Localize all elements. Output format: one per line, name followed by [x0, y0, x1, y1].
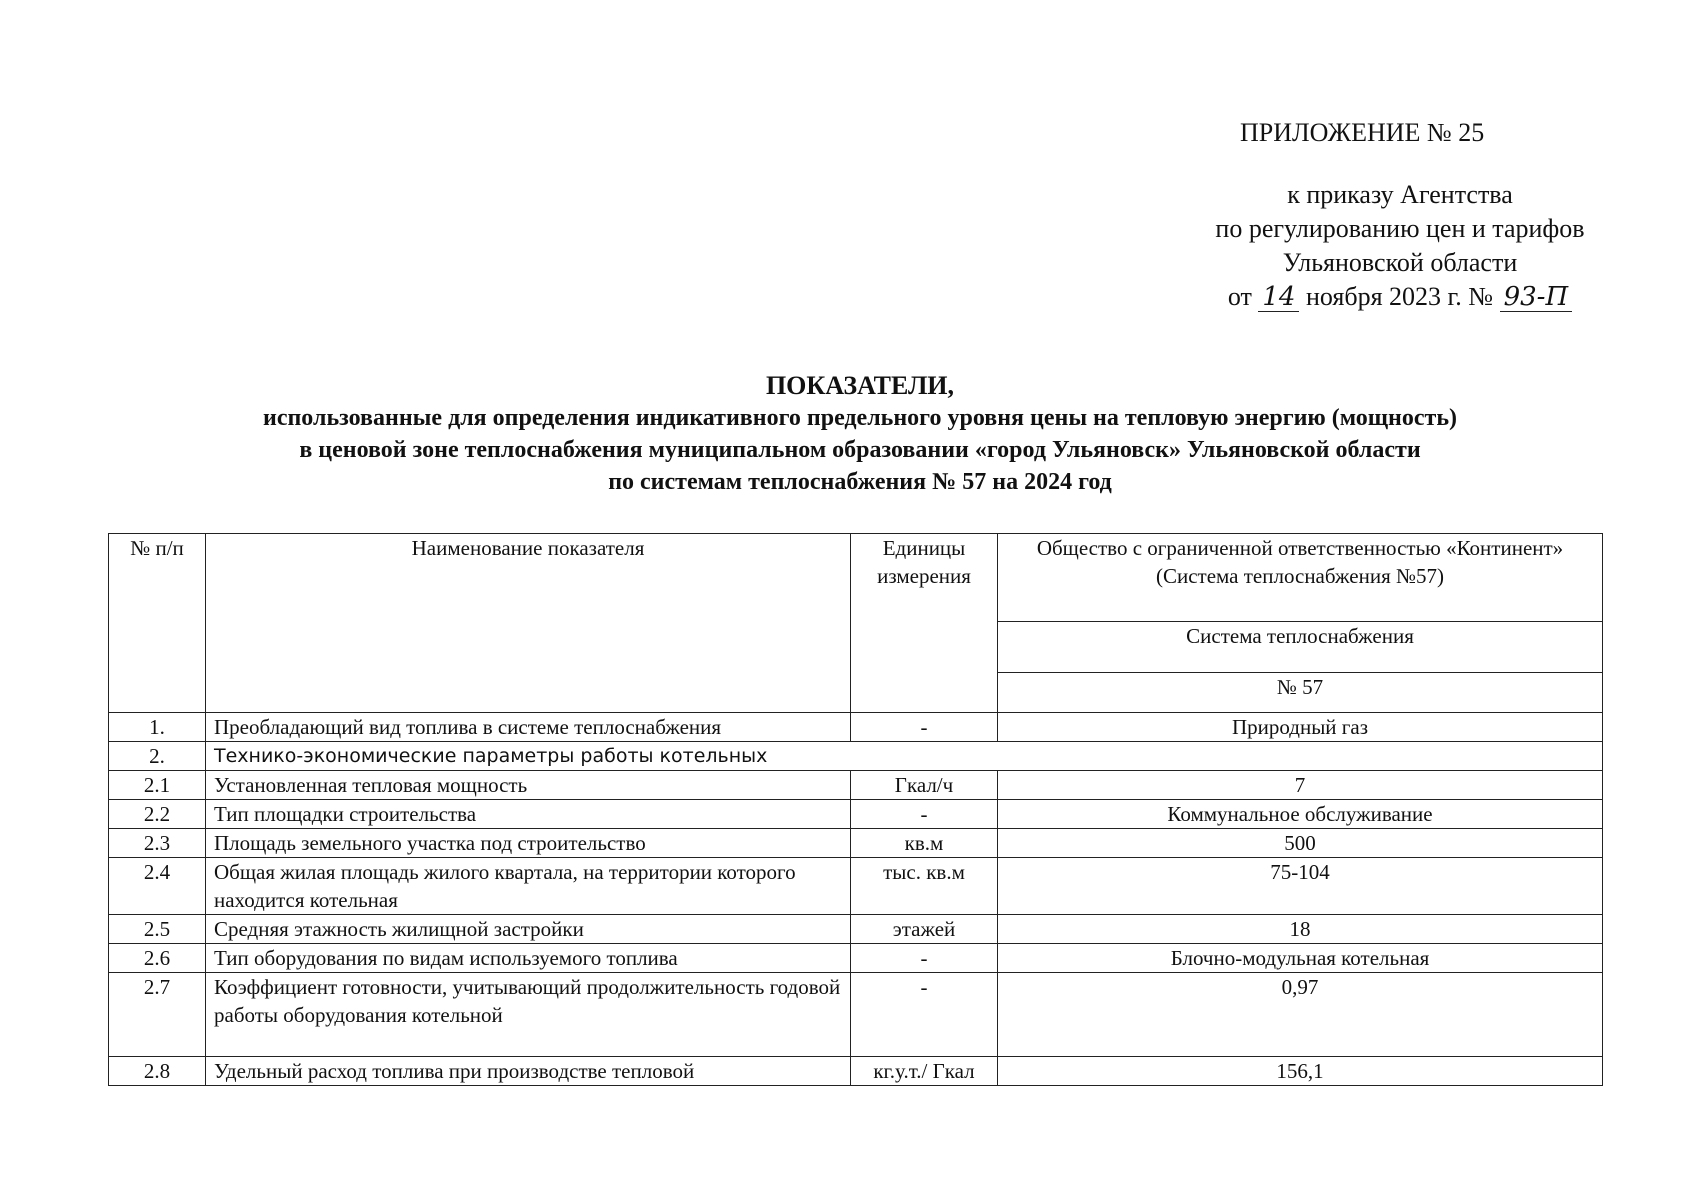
- row-name: Площадь земельного участка под строительство: [206, 829, 851, 858]
- row-value: 500: [998, 829, 1603, 858]
- row-num: 2.8: [109, 1057, 206, 1086]
- row-num: 2.7: [109, 973, 206, 1057]
- row-value: 75-104: [998, 858, 1603, 915]
- row-num: 2.3: [109, 829, 206, 858]
- row-unit: тыс. кв.м: [851, 858, 998, 915]
- table-row: [109, 915, 1603, 944]
- order-number-handwritten: 93-П: [1500, 283, 1573, 312]
- table-row: [109, 829, 1603, 858]
- row-name: Удельный расход топлива при производстве тепловой: [206, 1057, 851, 1086]
- header-name: Наименование показателя: [206, 534, 851, 713]
- title-line-2: в ценовой зоне теплоснабжения муниципальном образовании «город Ульяновск» Ульяновской области: [299, 437, 1421, 463]
- title-line-1: использованные для определения индикативного предельного уровня цены на тепловую энергию (мощность): [263, 405, 1457, 431]
- row-name: Тип оборудования по видам используемого топлива: [206, 944, 851, 973]
- appendix-line-2: по регулированию цен и тарифов: [1215, 214, 1585, 243]
- row-num: 2.2: [109, 800, 206, 829]
- row-unit: этажей: [851, 915, 998, 944]
- row-unit: кв.м: [851, 829, 998, 858]
- date-rest: ноября 2023 г. №: [1305, 282, 1494, 311]
- row-unit: -: [851, 944, 998, 973]
- row-name: Установленная тепловая мощность: [206, 771, 851, 800]
- row-name: Тип площадки строительства: [206, 800, 851, 829]
- header-row: [109, 534, 1603, 622]
- appendix-date-line: [1180, 280, 1620, 314]
- table-row: [109, 858, 1603, 915]
- row-value: Природный газ: [998, 713, 1603, 742]
- appendix-line-3: Ульяновской области: [1282, 248, 1518, 277]
- header-org: Общество с ограниченной ответственностью «Континент» (Система теплоснабжения №57): [998, 534, 1603, 622]
- table-row: [109, 973, 1603, 1057]
- appendix-line-1: к приказу Агентства: [1287, 180, 1513, 209]
- row-value: Коммунальное обслуживание: [998, 800, 1603, 829]
- row-name: Преобладающий вид топлива в системе теплоснабжения: [206, 713, 851, 742]
- row-name: Общая жилая площадь жилого квартала, на территории которого находится котельная: [206, 858, 851, 915]
- header-system-no: № 57: [998, 672, 1603, 712]
- title-main: ПОКАЗАТЕЛИ,: [765, 371, 955, 400]
- row-num: 2.4: [109, 858, 206, 915]
- header-system: Система теплоснабжения: [998, 622, 1603, 672]
- header-num: № п/п: [109, 534, 206, 713]
- row-name: Средняя этажность жилищной застройки: [206, 915, 851, 944]
- row-num: 2.6: [109, 944, 206, 973]
- title-line-3: по системам теплоснабжения № 57 на 2024 год: [608, 469, 1112, 495]
- document-title: [120, 370, 1600, 498]
- row-value: 18: [998, 915, 1603, 944]
- table-row: [109, 771, 1603, 800]
- date-prefix: от: [1227, 282, 1252, 311]
- appendix-number: ПРИЛОЖЕНИЕ № 25: [1240, 118, 1485, 147]
- table-row: [109, 944, 1603, 973]
- row-unit: Гкал/ч: [851, 771, 998, 800]
- row-name: Коэффициент готовности, учитывающий продолжительность годовой работы оборудования котельной: [206, 973, 851, 1057]
- table-row: [109, 713, 1603, 742]
- date-day-handwritten: 14: [1258, 283, 1299, 312]
- row-num: 2.1: [109, 771, 206, 800]
- table-row: [109, 800, 1603, 829]
- row-value: 156,1: [998, 1057, 1603, 1086]
- row-num: 1.: [109, 713, 206, 742]
- header-unit: Единицы измерения: [851, 534, 998, 713]
- row-value: 7: [998, 771, 1603, 800]
- row-unit: кг.у.т./ Гкал: [851, 1057, 998, 1086]
- row-unit: -: [851, 973, 998, 1057]
- indicators-table: [108, 533, 1603, 1086]
- table-row: [109, 1057, 1603, 1086]
- row-num: 2.5: [109, 915, 206, 944]
- row-value: 0,97: [998, 973, 1603, 1057]
- row-unit: -: [851, 713, 998, 742]
- table-row-section: [109, 742, 1603, 771]
- row-value: Блочно-модульная котельная: [998, 944, 1603, 973]
- row-unit: -: [851, 800, 998, 829]
- row-section-name: Технико-экономические параметры работы котельных: [206, 742, 1603, 771]
- row-num: 2.: [109, 742, 206, 771]
